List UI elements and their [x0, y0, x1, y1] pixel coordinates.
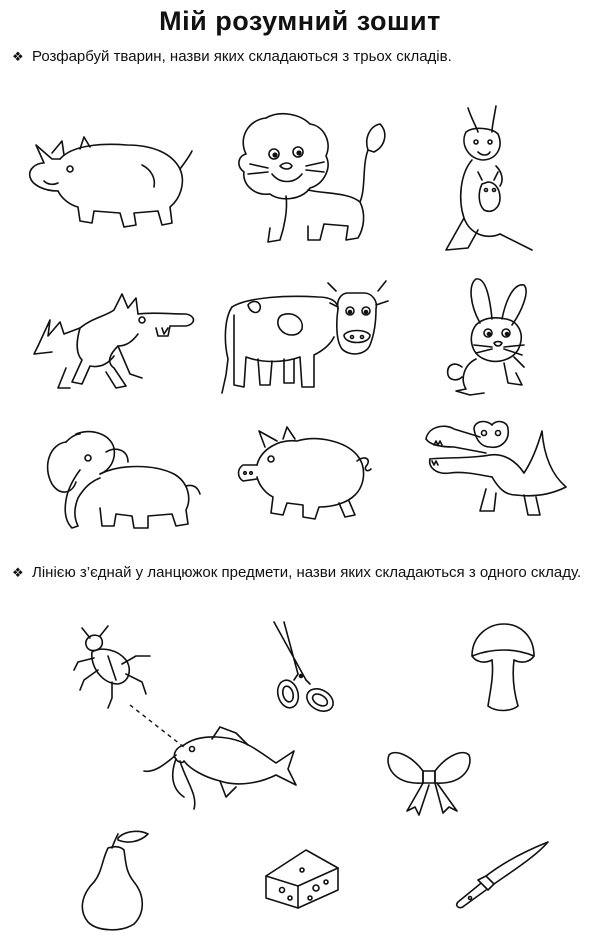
diamond-bullet-icon: ❖: [12, 49, 24, 64]
page-title: Мій розумний зошит: [159, 6, 441, 36]
diamond-bullet-icon: ❖: [12, 565, 24, 580]
task-1-text: Розфарбуй тварин, назви яких складаються з трьох складів.: [32, 48, 452, 65]
task-2-text: Лінією з’єднай у ланцюжок предмети, назви яких складаються з одного складу.: [32, 564, 582, 581]
